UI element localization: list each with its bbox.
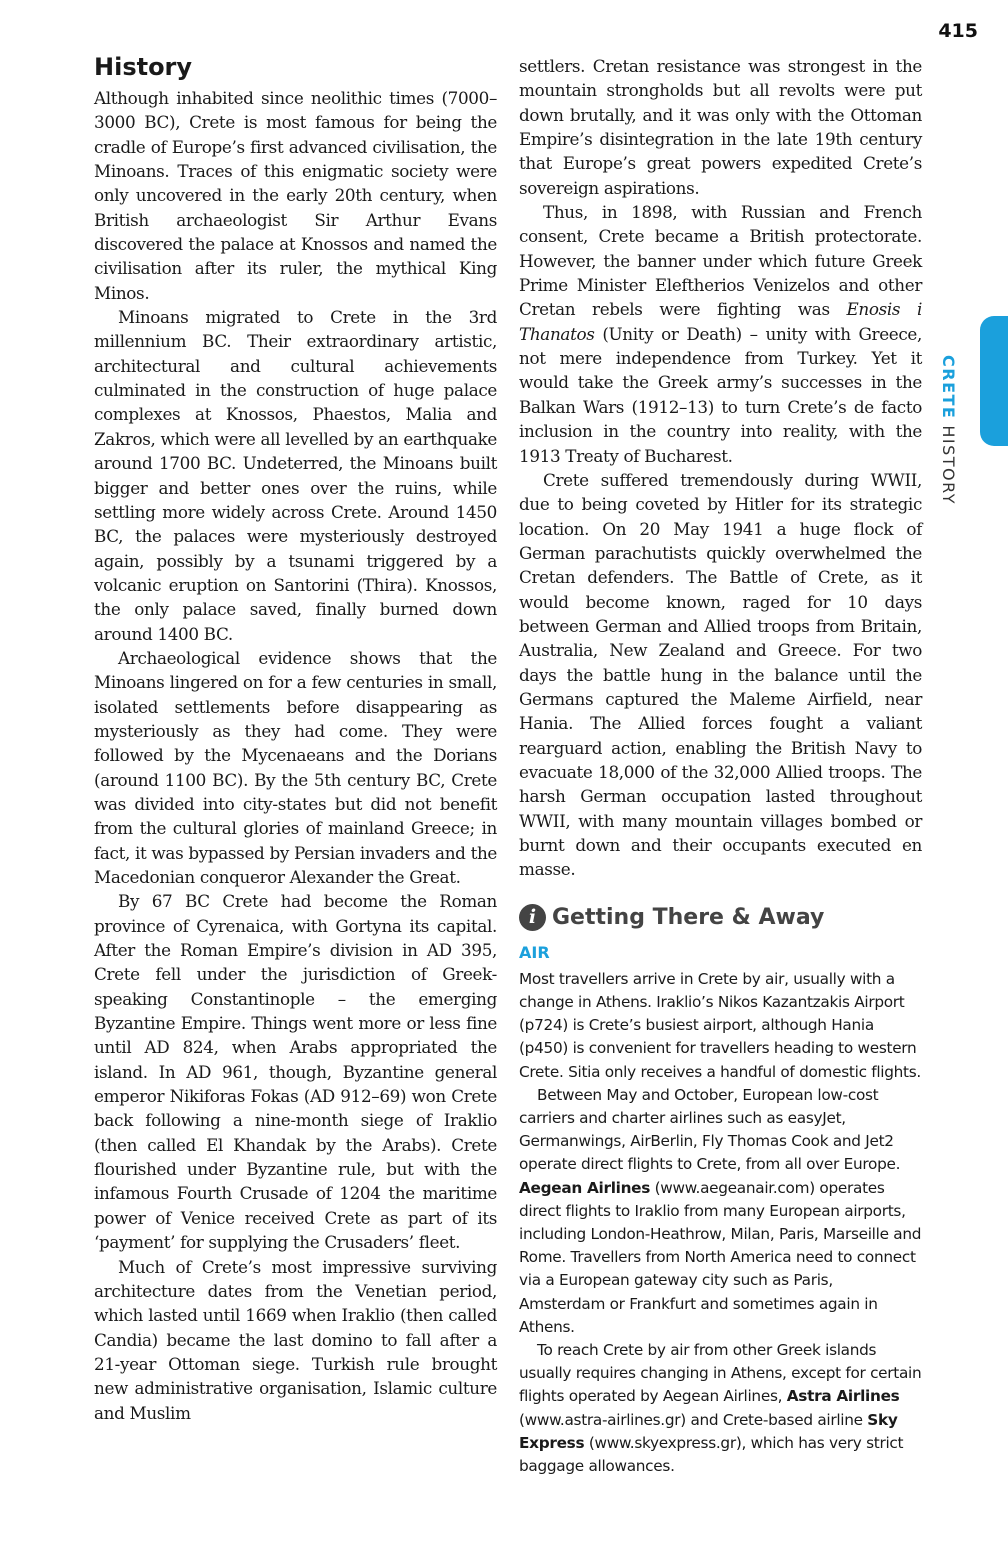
paragraph: Much of Crete’s most impressive surviving architecture dates from the Venetian period, which lasted until 1669 when Iraklio (then called Candia) became the last domino to fall after a 21-year Ottoman siege. Turkish rule brought new administrative organisation, Islamic culture and Muslim — [94, 1256, 497, 1423]
text-run: (www.aegeanair.com) operates direct flights to Iraklio from many European airports, including London-Heathrow, Milan, Paris, Marseille and Rome. Travellers from North America need to connect via a European gateway city such as Paris, Amsterdam or Frankfurt and sometimes again in Athens. — [519, 1178, 922, 1336]
chapter-label — [940, 355, 960, 535]
paragraph: Although inhabited since neolithic times (7000–3000 BC), Crete is most famous for being the cradle of Europe’s first advanced civilisation, the Minoans. Traces of this enigmatic society were only uncovered in the early 20th century, when British archaeologist Sir Arthur Evans discovered the palace at Knossos and named the civilisation after its ruler, the mythical King Minos. — [94, 88, 497, 303]
right-column — [519, 50, 922, 1478]
text-run: (www.skyexpress.gr), which has very strict baggage allowances. — [519, 1433, 904, 1475]
airline-name: Sky Express — [519, 1410, 898, 1452]
text-run: Thus, in 1898, with Russian and French consent, Crete became a British protectorate. However, the banner under which future Greek Prime Minister Eleftherios Venizelos and other Cretan rebels were fighting was — [519, 202, 922, 320]
paragraph — [519, 200, 922, 468]
paragraph: Archaeological evidence shows that the Minoans lingered on for a few centuries in small, isolated settlements before disappearing as mysteriously as they had come. They were followed by the Mycenaeans and the Dorians (around 1100 BC). By the 5th century BC, Crete was divided into city-states but did not benefit from the cultural glories of mainland Greece; in fact, it was bypassed by Persian invaders and the Macedonian conqueror Alexander the Great. — [94, 647, 497, 887]
paragraph: By 67 BC Crete had become the Roman province of Cyrenaica, with Gortyna its capital. After the Roman Empire’s division in AD 395, Crete fell under the jurisdiction of Greek-speaking Constantinople – the emerging Byzantine Empire. Things went more or less fine until AD 824, when Arabs appropriated the island. In AD 961, though, Byzantine general emperor Nikiforas Fokas (AD 912–69) won Crete back following a nine-month siege of Iraklio (then called El Khandak by the Arabs). Crete flourished under Byzantine rule, but with the infamous Fourth Crusade of 1204 the maritime power of Venice received Crete as part of its ‘payment’ for supplying the Crusaders’ fleet. — [94, 891, 497, 1253]
text-run: To reach Crete by air from other Greek islands usually requires changing in Athens, except for certain flights operated by Aegean Airlines, — [519, 1340, 922, 1406]
chapter-name: CRETE — [939, 355, 958, 420]
paragraph: settlers. Cretan resistance was strongest in the mountain strongholds but all revolts were put down brutally, and it was only with the Ottoman Empire’s disintegration in the late 19th century that Europe’s great powers expedited Crete’s sovereign aspirations. — [519, 56, 922, 198]
paragraph — [519, 1339, 922, 1478]
text-run: (www.astra-airlines.gr) and Crete-based airline — [519, 1410, 868, 1429]
paragraph — [519, 1084, 922, 1339]
italic-phrase: Enosis i Thanatos — [519, 299, 922, 344]
section-name: HISTORY — [939, 425, 958, 505]
air-label: AIR — [519, 942, 550, 962]
airline-name: Aegean Airlines — [519, 1178, 651, 1197]
text-run: (Unity or Death) – unity with Greece, not mere independence from Turkey. Yet it would take the Greek army’s successes in the Balkan Wars (1912–13) to turn Crete’s de facto inclusion in the country into reality, with the 1913 Treaty of Bucharest. — [519, 323, 922, 466]
chapter-tab[interactable] — [980, 316, 1008, 446]
paragraph: Crete suffered tremendously during WWII, due to being coveted by Hitler for its strategic location. On 20 May 1941 a huge flock of German parachutists quickly overwhelmed the Cretan defenders. The Battle of Crete, as it would become known, raged for 10 days between German and Allied troops from Britain, Australia, New Zealand and Greece. For two days the battle hung in the balance until the Germans captured the Maleme Airfield, near Hania. The Allied forces fought a valiant rearguard action, enabling the British Navy to evacuate 18,000 of the 32,000 Allied troops. The harsh German occupation lasted throughout WWII, with many mountain villages bombed or burnt down and their occupants executed en masse. — [519, 469, 922, 880]
info-icon: i — [519, 904, 546, 931]
airline-name: Astra Airlines — [786, 1387, 900, 1406]
paragraph: Minoans migrated to Crete in the 3rd millennium BC. Their extraordinary artistic, architectural and cultural achievements culminated in the construction of huge palace complexes at Knossos, Phaestos, Malia and Zakros, which were all levelled by an earthquake around 1700 BC. Undeterred, the Minoans built bigger and better ones over the ruins, while settling more widely across Crete. Around 1450 BC, the palaces were mysteriously destroyed again, possibly by a tsunami triggered by a volcanic eruption on Santorini (Thira). Knossos, the only palace saved, finally burned down around 1400 BC. — [94, 307, 497, 644]
left-column — [94, 50, 497, 1425]
paragraph: Most travellers arrive in Crete by air, usually with a change in Athens. Iraklio’s Nikos Kazantzakis Airport (p724) is Crete’s busiest airport, although Hania (p450) is convenient for travellers heading to western Crete. Sitia only receives a handful of domestic flights. — [519, 969, 921, 1081]
page-number: 415 — [938, 20, 978, 42]
getting-there-heading — [519, 904, 922, 931]
section-title: History — [94, 53, 193, 81]
text-run: Between May and October, European low-cost carriers and charter airlines such as easyJet, Germanwings, AirBerlin, Fly Thomas Cook and Jet2 operate direct flights to Crete, from all over Europe. — [519, 1085, 901, 1174]
subhead-title: Getting There & Away — [552, 904, 825, 930]
